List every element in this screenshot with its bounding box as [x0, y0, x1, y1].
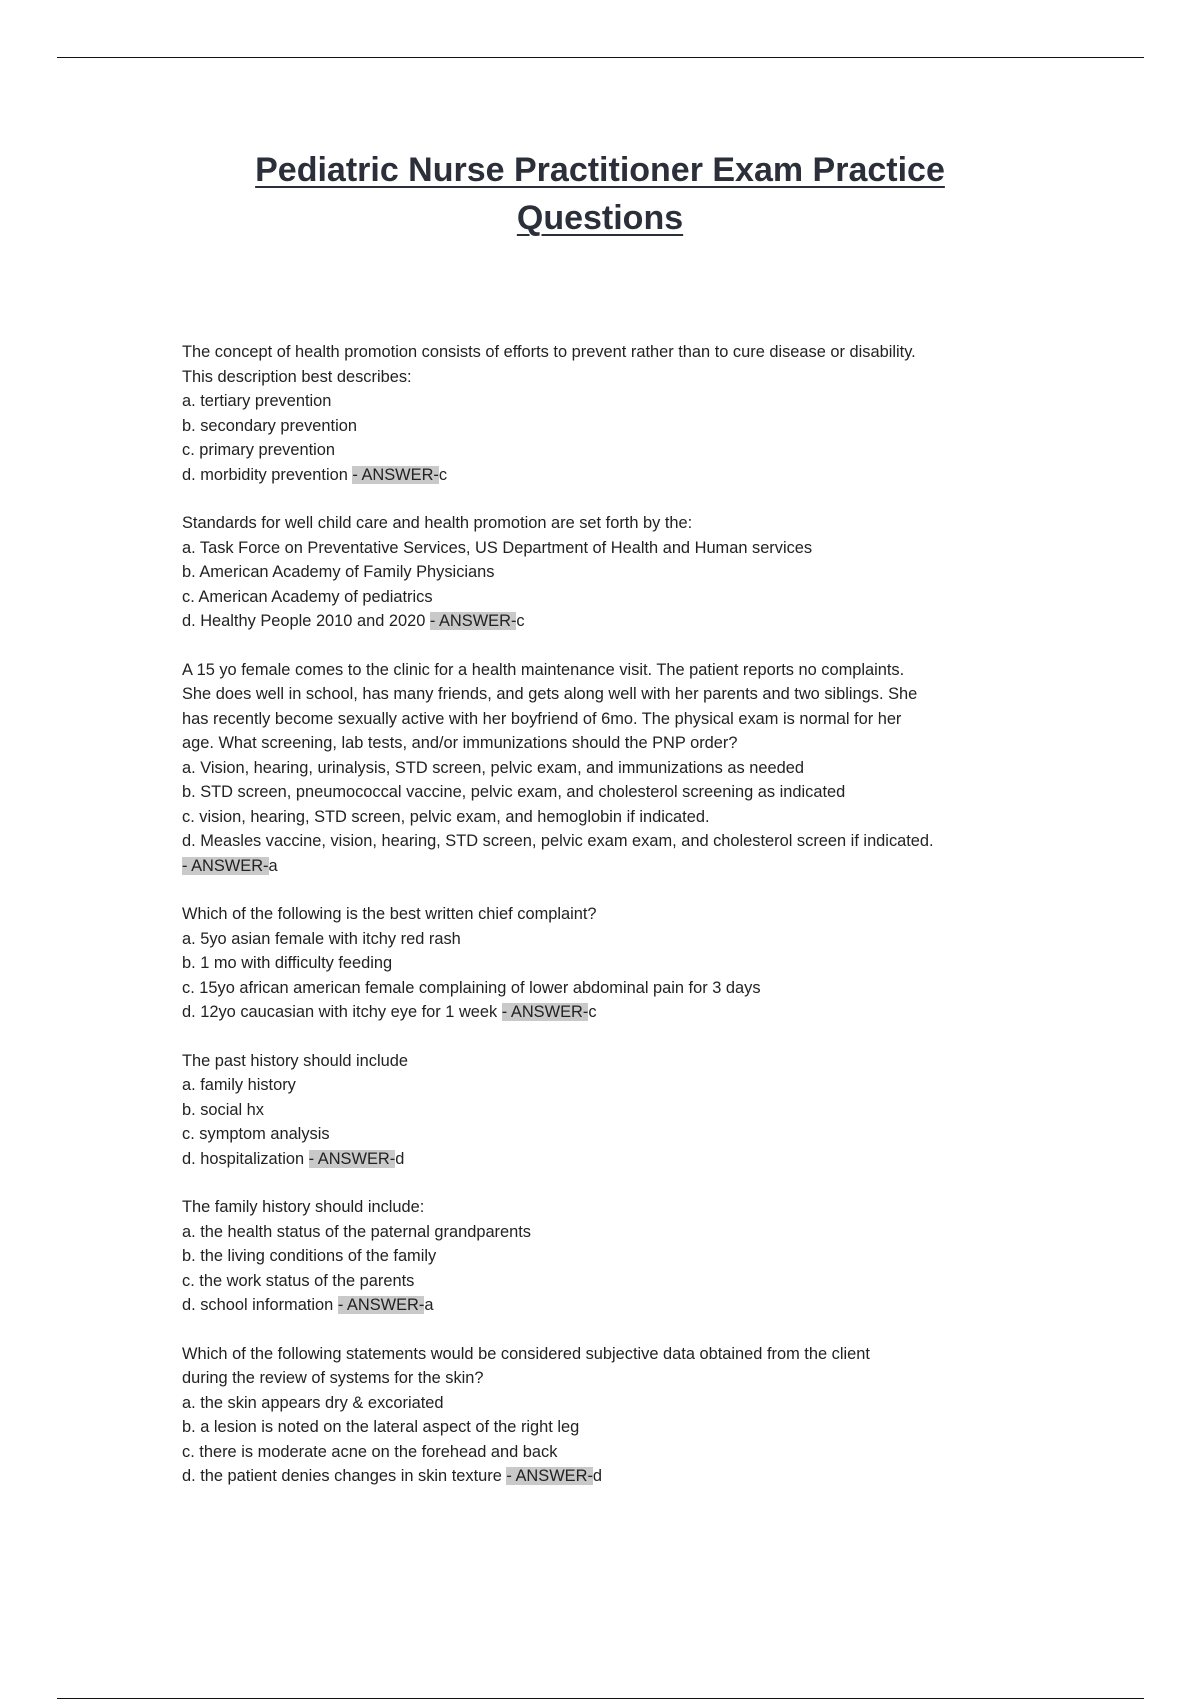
answer-option: [182, 829, 1062, 878]
answer-option: [182, 1220, 1062, 1245]
answer-option-text: d. Healthy People 2010 and 2020: [182, 612, 426, 630]
answer-option-text: b. the living conditions of the family: [182, 1247, 437, 1265]
page-title: [180, 146, 1020, 242]
answer-option: [182, 463, 1062, 488]
answer-option: [182, 1440, 1062, 1465]
answer-key-letter: c: [438, 465, 448, 484]
answer-option-text: c. vision, hearing, STD screen, pelvic exam, and hemoglobin if indicated.: [182, 807, 710, 826]
answer-option: [182, 951, 1062, 976]
answer-key-letter: a: [424, 1296, 434, 1314]
question-block: [182, 1342, 1062, 1489]
question-list: [182, 340, 1062, 1513]
answer-option-text: b. secondary prevention: [182, 416, 357, 435]
answer-option-text: b. a lesion is noted on the lateral aspect of the right leg: [182, 1418, 580, 1436]
question-stem-line: The family history should include:: [182, 1198, 425, 1216]
answer-option-text: b. American Academy of Family Physicians: [182, 563, 495, 581]
answer-key-letter: c: [588, 1003, 597, 1021]
answer-key-marker: - ANSWER-: [337, 1296, 425, 1314]
answer-option: [182, 609, 1062, 634]
question-block: [182, 340, 1062, 487]
answer-option-text: a. tertiary prevention: [182, 392, 332, 410]
answer-key-marker: - ANSWER-: [429, 612, 517, 630]
question-stem-line: This description best describes:: [182, 367, 412, 386]
answer-option-text: c. there is moderate acne on the forehead and back: [182, 1442, 558, 1461]
question-stem-line: age. What screening, lab tests, and/or immunizations should the PNP order?: [182, 734, 738, 752]
answer-key-letter: c: [516, 612, 525, 630]
answer-option-text: b. STD screen, pneumococcal vaccine, pelvic exam, and cholesterol screening as indicated: [182, 783, 846, 801]
answer-option: [182, 1073, 1062, 1098]
answer-option-text: c. American Academy of pediatrics: [182, 587, 433, 606]
answer-option-text: d. 12yo caucasian with itchy eye for 1 week: [182, 1003, 498, 1021]
question-stem-line: during the review of systems for the skin?: [182, 1369, 484, 1387]
answer-option-text: a. family history: [182, 1076, 296, 1094]
page-title-line-1: Pediatric Nurse Practitioner Exam Practice: [255, 151, 945, 189]
answer-option-text: d. school information: [182, 1296, 334, 1314]
answer-option: [182, 805, 1062, 830]
answer-option-text: c. symptom analysis: [182, 1125, 330, 1143]
answer-option-text: b. social hx: [182, 1100, 264, 1119]
answer-option: [182, 1415, 1062, 1440]
question-stem-line: Which of the following statements would be considered subjective data obtained from the client: [182, 1344, 870, 1363]
answer-key-marker: - ANSWER-: [308, 1149, 396, 1168]
answer-option: [182, 389, 1062, 414]
answer-key-letter: d: [592, 1467, 603, 1485]
answer-option-text: c. the work status of the parents: [182, 1271, 415, 1290]
question-block: [182, 902, 1062, 1025]
answer-option: [182, 1098, 1062, 1123]
answer-option: [182, 976, 1062, 1001]
question-stem-line: has recently become sexually active with her boyfriend of 6mo. The physical exam is normal for her: [182, 709, 902, 728]
answer-option: [182, 927, 1062, 952]
question-block: [182, 1049, 1062, 1172]
answer-key-letter: d: [395, 1149, 405, 1168]
top-rule: [57, 57, 1144, 58]
question-stem-line: The past history should include: [182, 1051, 408, 1070]
answer-option: [182, 560, 1062, 585]
question-block: [182, 1195, 1062, 1318]
answer-option: [182, 1269, 1062, 1294]
answer-option-text: d. the patient denies changes in skin texture: [182, 1467, 502, 1485]
answer-option-text: c. primary prevention: [182, 441, 336, 459]
answer-option-text: d. hospitalization: [182, 1149, 305, 1168]
answer-key-marker: - ANSWER-: [501, 1003, 589, 1021]
answer-option: [182, 1122, 1062, 1147]
answer-option: [182, 1244, 1062, 1269]
answer-option: [182, 536, 1062, 561]
answer-key-marker: - ANSWER-: [352, 465, 439, 484]
answer-option-text: c. 15yo african american female complaining of lower abdominal pain for 3 days: [182, 978, 761, 997]
answer-option: [182, 438, 1062, 463]
question-stem-line: The concept of health promotion consists of efforts to prevent rather than to cure disease or disability.: [182, 343, 916, 361]
answer-option-text: d. morbidity prevention: [182, 465, 348, 484]
answer-option-text: a. Task Force on Preventative Services, US Department of Health and Human services: [182, 538, 813, 557]
answer-option-text: a. 5yo asian female with itchy red rash: [182, 929, 461, 948]
answer-option: [182, 414, 1062, 439]
answer-option: [182, 585, 1062, 610]
answer-option-text: a. the skin appears dry & excoriated: [182, 1393, 444, 1412]
question-stem-line: Standards for well child care and health promotion are set forth by the:: [182, 514, 693, 532]
question-block: [182, 658, 1062, 879]
answer-option: [182, 756, 1062, 781]
bottom-rule: [57, 1698, 1144, 1699]
answer-option: [182, 1147, 1062, 1172]
answer-option-text: a. Vision, hearing, urinalysis, STD screen, pelvic exam, and immunizations as needed: [182, 758, 804, 777]
page-title-line-2: Questions: [516, 199, 684, 237]
answer-option: [182, 1391, 1062, 1416]
answer-option-text: b. 1 mo with difficulty feeding: [182, 954, 393, 972]
answer-option-text: a. the health status of the paternal grandparents: [182, 1222, 531, 1241]
answer-key-marker: - ANSWER-: [182, 856, 269, 875]
question-stem-line: Which of the following is the best written chief complaint?: [182, 905, 597, 923]
answer-key-marker: - ANSWER-: [506, 1467, 593, 1485]
answer-option: [182, 1293, 1062, 1318]
answer-key-letter: a: [268, 856, 278, 875]
answer-option: [182, 1464, 1062, 1489]
question-stem-line: She does well in school, has many friends, and gets along well with her parents and two siblings. She: [182, 685, 918, 703]
question-stem-line: A 15 yo female comes to the clinic for a health maintenance visit. The patient reports no complaints.: [182, 660, 905, 679]
answer-option-text: d. Measles vaccine, vision, hearing, STD screen, pelvic exam exam, and cholesterol screen if indicated.: [182, 832, 934, 850]
answer-option: [182, 1000, 1062, 1025]
question-block: [182, 511, 1062, 634]
answer-option: [182, 780, 1062, 805]
